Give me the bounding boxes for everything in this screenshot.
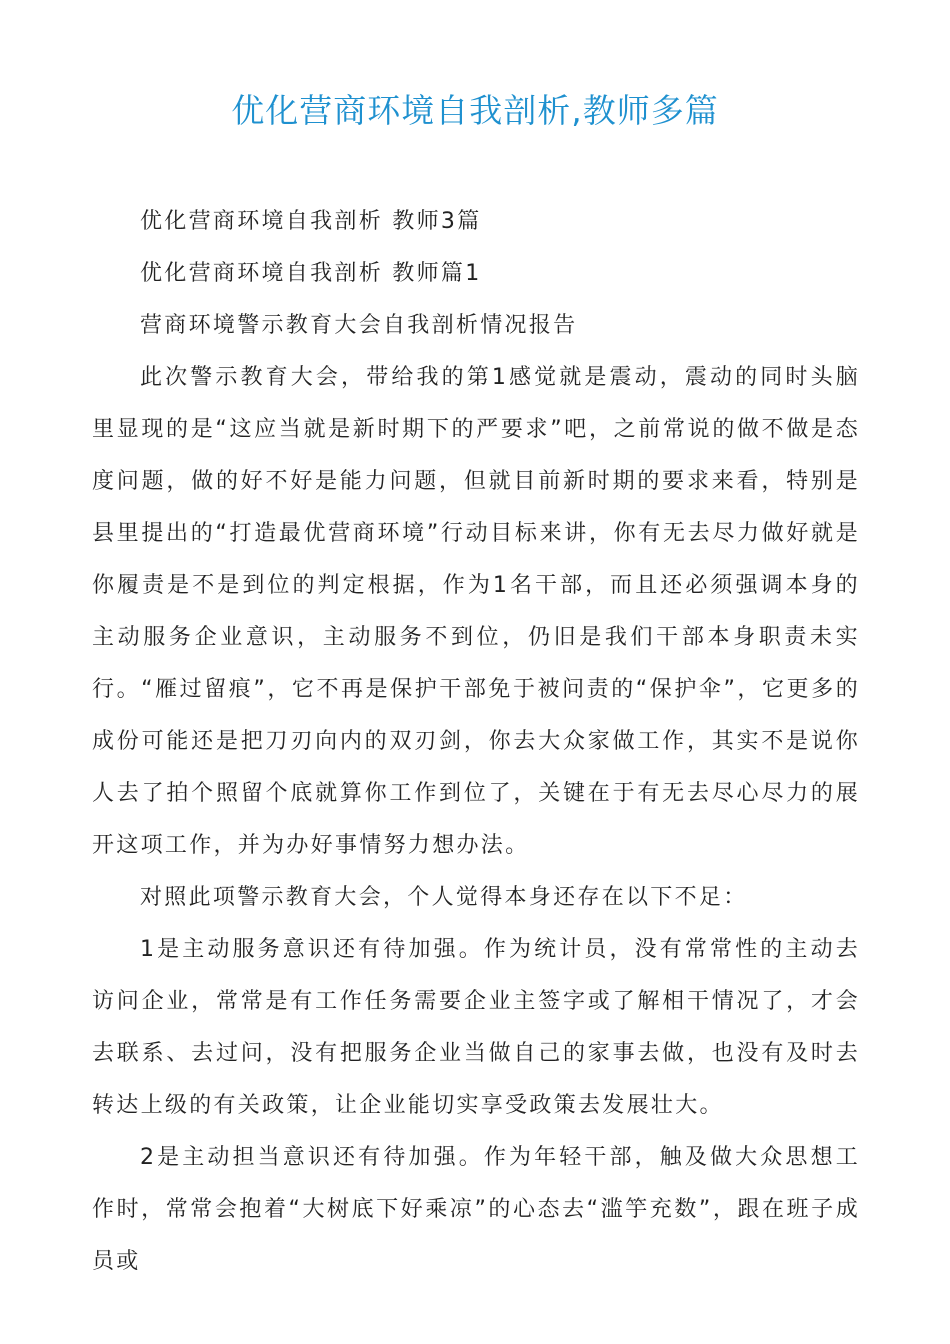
paragraph-body: 此次警示教育大会，带给我的第1感觉就是震动，震动的同时头脑里显现的是“这应当就是新时期下的严要求”吧，之前常说的做不做是态度问题，做的好不好是能力问题，但就目前新时期的要求来看，特别是县里提出的“打造最优营商环境”行动目标来讲，你有无去尽力做好就是你履责是不是到位的判定根据，作为1名干部，而且还必须强调本身的主动服务企业意识，主动服务不到位，仍旧是我们干部本身职责未实行。“雁过留痕”，它不再是保护干部免于被问责的“保护伞”，它更多的成份可能还是把刀刃向内的双刃剑，你去大众家做工作，其实不是说你人去了拍个照留个底就算你工作到位了，关键在于有无去尽心尽力的展开这项工作，并为办好事情努力想办法。 (92, 365, 860, 858)
paragraph-section-heading: 优化营商环境自我剖析 教师篇1 (140, 261, 482, 286)
document-body (92, 196, 860, 1288)
paragraph-body: 对照此项警示教育大会，个人觉得本身还存在以下不足： (140, 885, 748, 910)
paragraph-subtitle: 优化营商环境自我剖析 教师3篇 (140, 209, 482, 234)
paragraph-report-title: 营商环境警示教育大会自我剖析情况报告 (140, 313, 578, 338)
paragraph-body: 2是主动担当意识还有待加强。作为年轻干部，触及做大众思想工作时，常常会抱着“大树底下好乘凉”的心态去“滥竽充数”，跟在班子成员或 (92, 1145, 860, 1274)
document-title: 优化营商环境自我剖析,教师多篇 (231, 91, 719, 130)
paragraph-body: 1是主动服务意识还有待加强。作为统计员，没有常常性的主动去访问企业，常常是有工作任务需要企业主签字或了解相干情况了，才会去联系、去过问，没有把服务企业当做自己的家事去做，也没有及时去转达上级的有关政策，让企业能切实享受政策去发展壮大。 (92, 937, 860, 1118)
